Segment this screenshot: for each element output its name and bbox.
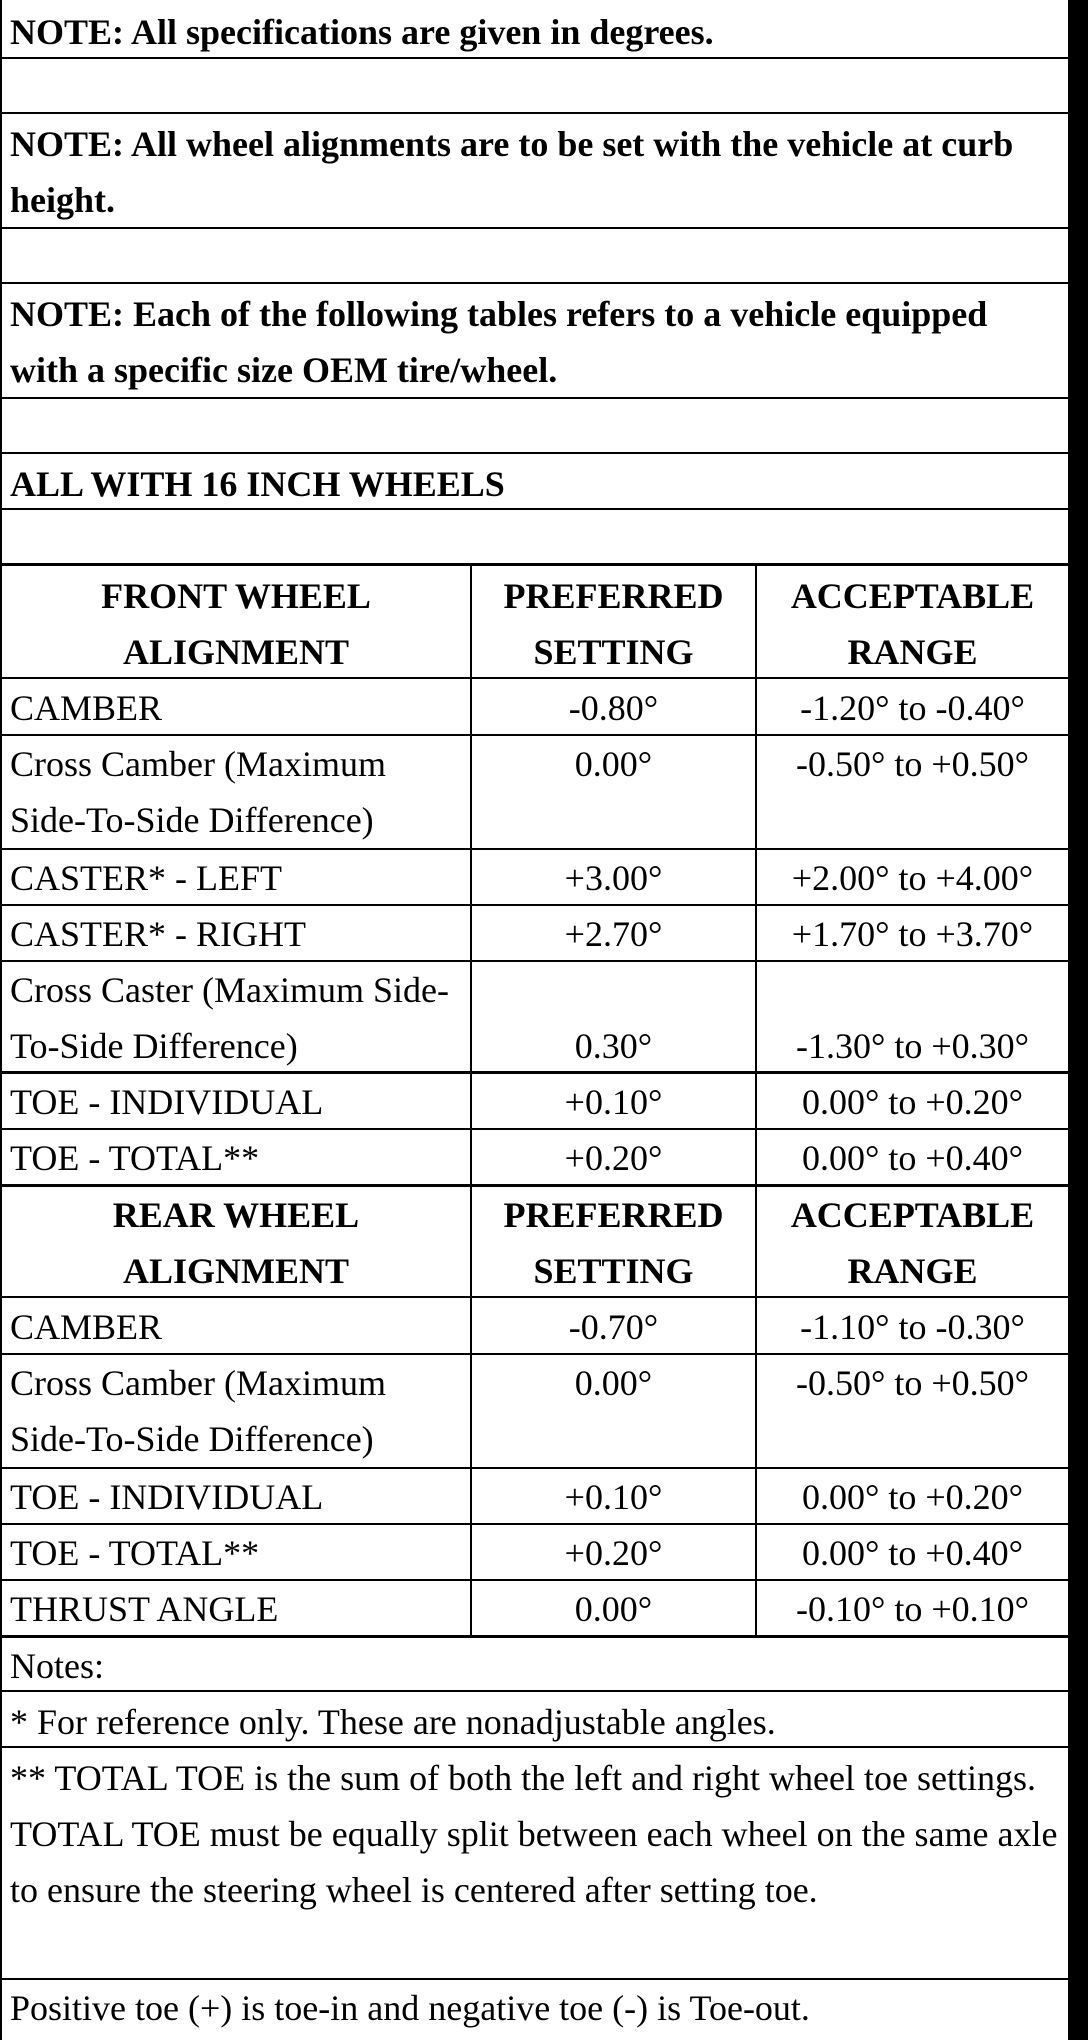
column-separator (470, 563, 472, 1636)
rear-row-label: TOE - TOTAL** (10, 1533, 260, 1573)
rear-header-preferred: PREFERRED SETTING (503, 1195, 724, 1291)
rear-row-label: THRUST ANGLE (10, 1589, 279, 1629)
front-row-range: 0.00° to +0.40° (801, 1138, 1024, 1178)
front-row-range: 0.00° to +0.20° (801, 1082, 1024, 1122)
divider (2, 677, 1068, 679)
front-row-preferred: +2.70° (564, 914, 663, 954)
rear-header-range: ACCEPTABLE RANGE (790, 1195, 1035, 1291)
front-header-preferred: PREFERRED SETTING (503, 576, 724, 672)
note-toe-direction: Positive toe (+) is toe-in and negative toe (-) is Toe-out. (10, 1988, 810, 2028)
front-row-label: Cross Camber (Maximum Side-To-Side Difference) (10, 744, 386, 840)
rear-row-range: 0.00° to +0.20° (801, 1477, 1024, 1517)
note-curb-height: NOTE: All wheel alignments are to be set with the vehicle at curb height. (10, 124, 1014, 220)
note-degrees: NOTE: All specifications are given in degrees. (10, 12, 714, 52)
divider (2, 452, 1068, 454)
rear-row-preferred: -0.70° (568, 1307, 659, 1347)
note-total-toe: ** TOTAL TOE is the sum of both the left and right wheel toe settings. TOTAL TOE must be equally split between each wheel on the same axle to ensure the steering wheel is centered after setting toe. (10, 1758, 1058, 1910)
divider (2, 1296, 1068, 1298)
page-edge (1071, 0, 1088, 2040)
rear-row-preferred: 0.00° (574, 1363, 653, 1403)
note-reference-only: * For reference only. These are nonadjustable angles. (10, 1702, 776, 1742)
front-row-range: -1.20° to -0.40° (800, 688, 1025, 728)
rear-row-range: -0.50° to +0.50° (795, 1363, 1030, 1403)
front-row-preferred: 0.30° (574, 1026, 653, 1066)
front-row-preferred: +3.00° (564, 858, 663, 898)
front-row-range: -0.50° to +0.50° (795, 744, 1030, 784)
rear-row-preferred: +0.10° (564, 1477, 663, 1517)
front-row-range: -1.30° to +0.30° (795, 1026, 1030, 1066)
rear-row-range: -0.10° to +0.10° (795, 1589, 1030, 1629)
divider (2, 563, 1068, 566)
front-row-preferred: +0.10° (564, 1082, 663, 1122)
notes-title: Notes: (10, 1646, 104, 1686)
rear-row-label: Cross Camber (Maximum Side-To-Side Difference) (10, 1363, 386, 1459)
rear-row-preferred: 0.00° (574, 1589, 653, 1629)
rear-row-range: 0.00° to +0.40° (801, 1533, 1024, 1573)
divider (2, 112, 1068, 114)
divider (2, 282, 1068, 284)
rear-row-preferred: +0.20° (564, 1533, 663, 1573)
divider (2, 508, 1068, 510)
rear-row-label: TOE - INDIVIDUAL (10, 1477, 324, 1517)
front-row-preferred: 0.00° (574, 744, 653, 784)
divider (2, 1690, 1068, 1692)
front-row-preferred: -0.80° (568, 688, 659, 728)
divider (2, 397, 1068, 399)
front-row-label: CASTER* - RIGHT (10, 914, 306, 954)
note-oem-tire: NOTE: Each of the following tables refers to a vehicle equipped with a specific size OEM tire/wheel. (10, 294, 988, 390)
front-row-label: TOE - INDIVIDUAL (10, 1082, 324, 1122)
front-header-label: FRONT WHEEL ALIGNMENT (101, 576, 371, 672)
rear-row-label: CAMBER (10, 1307, 163, 1347)
rear-header-label: REAR WHEEL ALIGNMENT (112, 1195, 360, 1291)
section-title: ALL WITH 16 INCH WHEELS (10, 464, 505, 504)
divider (2, 1746, 1068, 1748)
front-header-range: ACCEPTABLE RANGE (790, 576, 1035, 672)
front-row-label: CASTER* - LEFT (10, 858, 283, 898)
front-row-label: CAMBER (10, 688, 163, 728)
front-row-preferred: +0.20° (564, 1138, 663, 1178)
rear-row-range: -1.10° to -0.30° (800, 1307, 1025, 1347)
front-row-range: +1.70° to +3.70° (791, 914, 1034, 954)
column-separator (755, 563, 757, 1636)
front-row-label: TOE - TOTAL** (10, 1138, 260, 1178)
front-row-range: +2.00° to +4.00° (791, 858, 1034, 898)
divider (2, 57, 1068, 59)
front-row-label: Cross Caster (Maximum Side-To-Side Difference) (10, 970, 449, 1066)
divider (2, 227, 1068, 229)
